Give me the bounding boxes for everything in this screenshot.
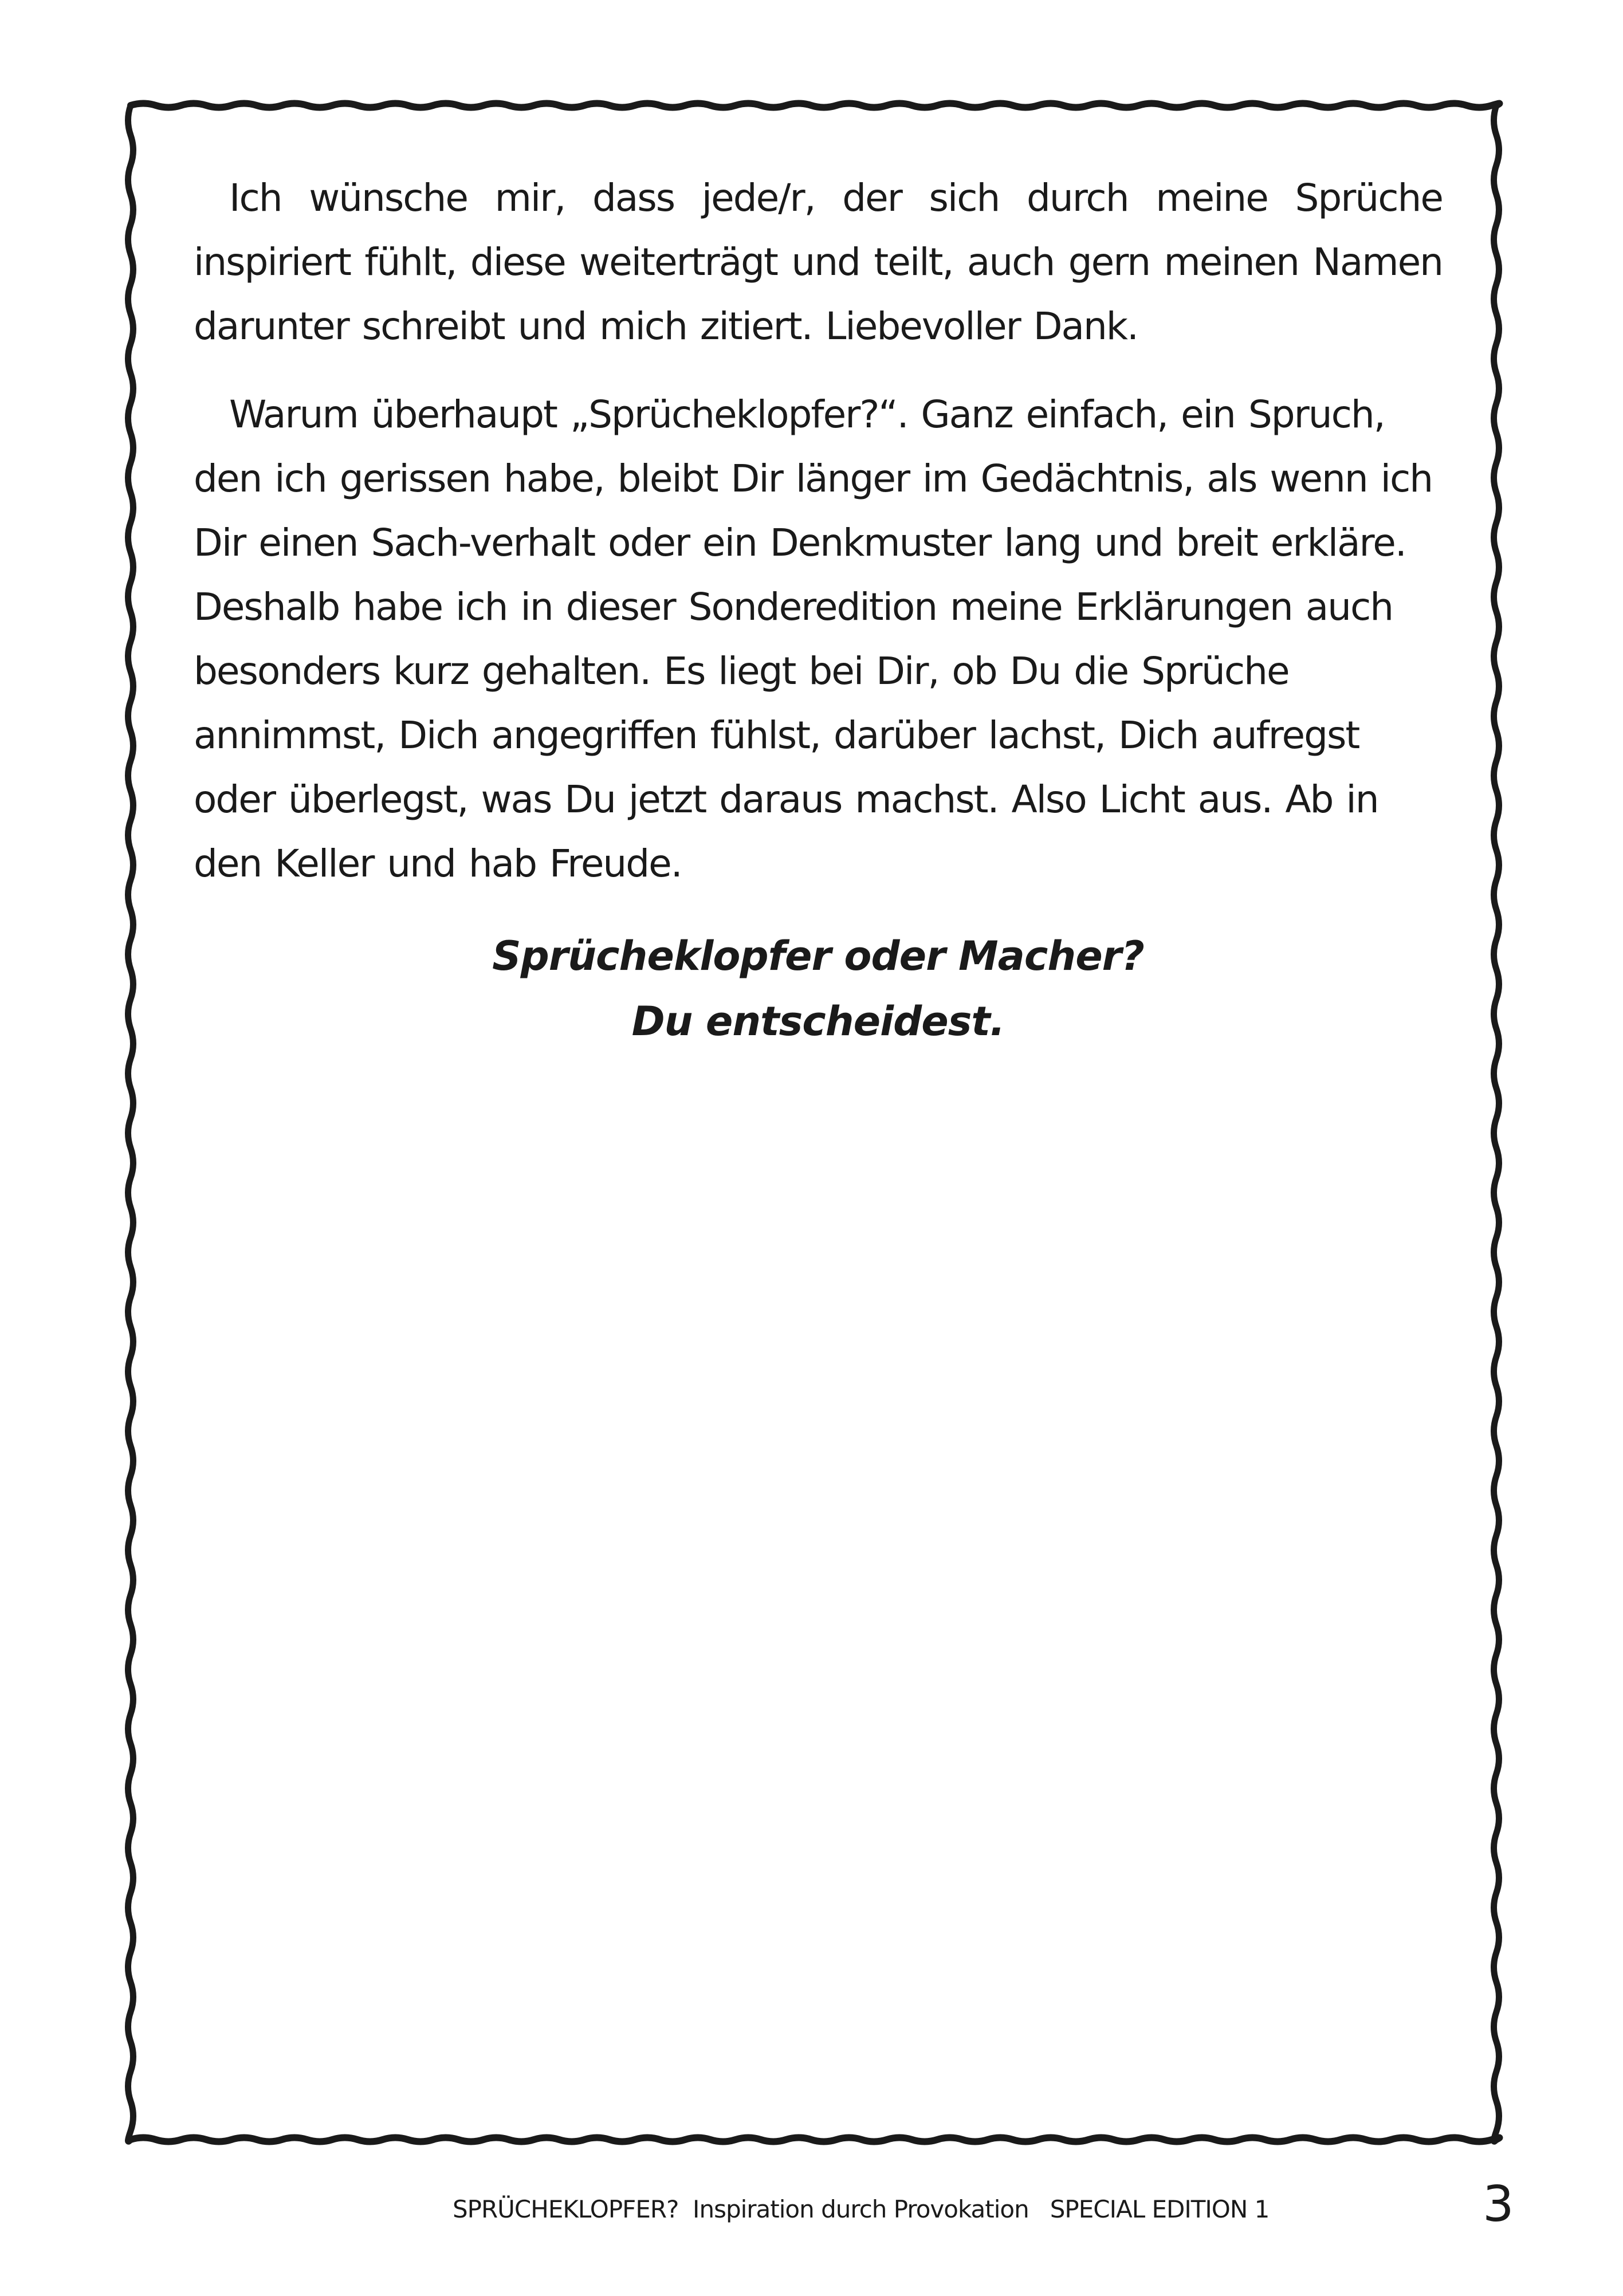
closing-statement <box>194 923 1443 1054</box>
closing-line-2: Du entscheidest. <box>631 998 1005 1045</box>
closing-line-1: Sprücheklopfer oder Macher? <box>492 933 1144 980</box>
paragraph-intro: Ich wünsche mir, dass jede/r, der sich durch meine Sprüche inspiriert fühlt, diese weiterträgt und teilt, auch gern meinen Namen darunter schreibt und mich zitiert. Liebevoller Dank. <box>194 176 1443 348</box>
page-content <box>194 166 1443 1054</box>
page-number: 3 <box>1483 2176 1514 2233</box>
paragraph-why: Warum überhaupt „Sprücheklopfer?“. Ganz einfach, ein Spruch, den ich gerissen habe, bleibt Dir länger im Gedächtnis, als wenn ich Dir einen Sach-verhalt oder ein Denkmuster lang und breit erkläre. Deshalb habe ich in dieser Sonderedition meine Erklärungen auch besonders kurz gehalten. Es liegt bei Dir, ob Du die Sprüche annimmst, Dich angegriffen fühlst, darüber lachst, Dich aufregst oder überlegst, was Du jetzt daraus machst. Also Licht aus. Ab in den Keller und hab Freude. <box>194 392 1433 886</box>
footer-book-title: SPRÜCHEKLOPFER? Inspiration durch Provokation SPECIAL EDITION 1 <box>453 2195 1270 2223</box>
